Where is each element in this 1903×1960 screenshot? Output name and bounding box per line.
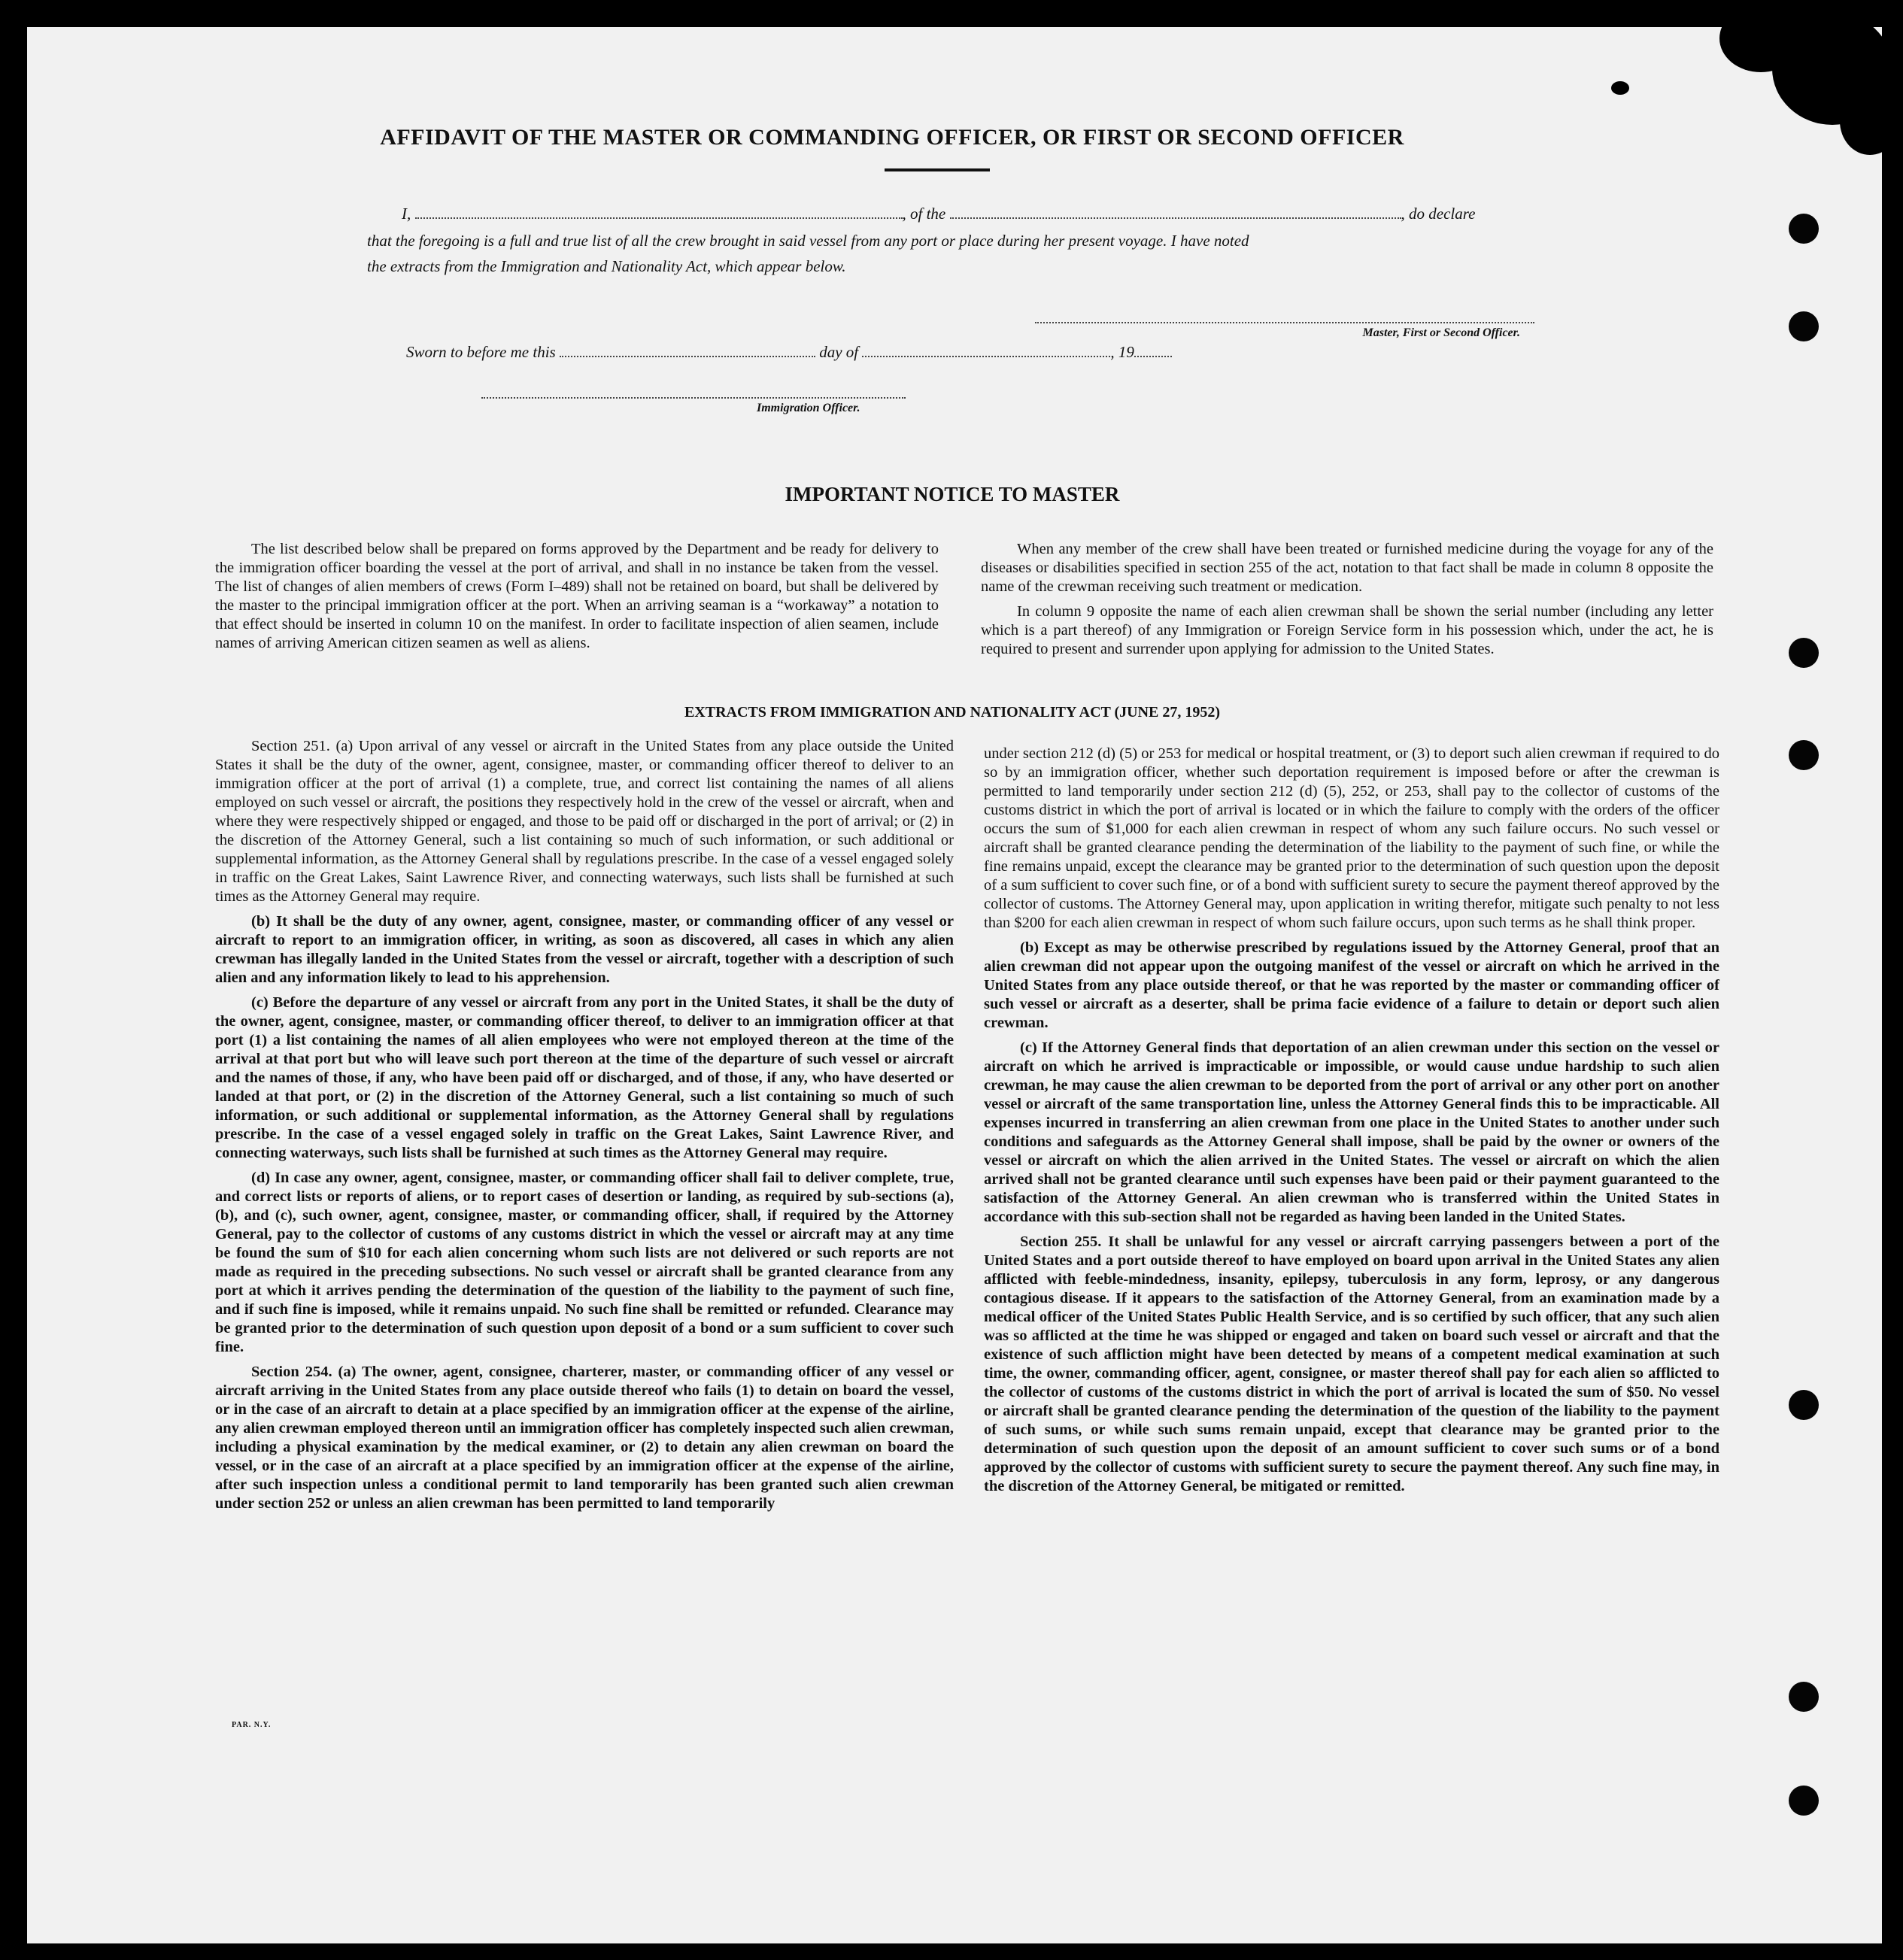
notice-right-paragraph-2: In column 9 opposite the name of each alien crewman shall be shown the serial number (including any letter which is a part thereof) of any Immigration or Foreign Service form in his possession which, under the act, he is required to present and surrender upon applying for admission to the United States. [981, 603, 1713, 657]
affidavit-title: AFFIDAVIT OF THE MASTER OR COMMANDING OFFICER, OR FIRST OR SECOND OFFICER [380, 125, 1404, 150]
statement-line-2: the extracts from the Immigration and Nationality Act, which appear below. [367, 257, 846, 275]
notice-left-paragraph: The list described below shall be prepared on forms approved by the Department and be ready for delivery to the immigration officer boarding the vessel at the port of arrival, and shall in no instance be taken from the vessel. The list of changes of alien members of crews (Form I–489) shall not be retained on board, but shall be delivered by the master to the principal immigration officer at the port. When an arriving seaman is a “workaway” a notation to that effect should be inserted in column 10 on the manifest. In order to facilitate inspection of alien seamen, include names of arriving American citizen seamen as well as aliens. [215, 541, 939, 651]
declare-i: I, [402, 205, 411, 223]
section-251-b: (b) It shall be the duty of any owner, agent, consignee, master, or commanding officer of any vessel or aircraft to report to an immigration officer, in writing, as soon as discovered, all cases in which any alien crewman has illegally landed in the United States from the vessel or aircraft, together with a description of such alien and any information likely to lead to his apprehension. [215, 913, 954, 986]
ink-spot [1611, 81, 1629, 95]
printer-mark: PAR. N.Y. [232, 1721, 272, 1729]
section-251-c: (c) Before the departure of any vessel or aircraft from any port in the United States, it shall be the duty of the owner, agent, consignee, master, or commanding officer thereof, to deliver to an immigration officer at that port (1) a list containing the names of all alien employees who were not employed thereon at the time of the arrival at that port but who will leave such port thereon at the time of the departure of such vessel or aircraft and the names of those, if any, who have been paid off or discharged, and of those, if any, who have deserted or landed at that port, or (2) in the discretion of the Attorney General, such a list containing so much of such information, or such additional or supplemental information, as the Attorney General shall by regulations prescribe. In the case of a vessel engaged solely in traffic on the Great Lakes, Saint Lawrence River, and connecting waterways, such lists shall be furnished at such times as the Attorney General may require. [215, 994, 954, 1161]
declare-end: , do declare [1401, 205, 1476, 223]
section-254-b: (b) Except as may be otherwise prescribed by regulations issued by the Attorney General, proof that an alien crewman did not appear upon the outgoing manifest of the vessel or aircraft on which he arrived in the United States from any place outside thereof, or that he was reported by the master or commanding officer of such vessel or aircraft as a deserter, shall be prima facie evidence of a failure to detain or deport such alien crewman. [984, 939, 1719, 1031]
master-signature-label: Master, First or Second Officer. [1362, 326, 1520, 339]
statement-line-1: that the foregoing is a full and true list of all the crew brought in said vessel from any port or place during her present voyage. I have noted [367, 232, 1249, 250]
binder-hole [1789, 214, 1819, 244]
master-signature-line[interactable] [1035, 322, 1534, 323]
binder-hole [1789, 1682, 1819, 1712]
section-251-a: Section 251. (a) Upon arrival of any vessel or aircraft in the United States from any place outside the United States it shall be the duty of the owner, agent, consignee, master, or commanding officer thereof to deliver to an immigration officer at the port of arrival (1) a complete, true, and correct list containing the names of all aliens employed on such vessel or aircraft, the positions they respectively hold in the crew of the vessel or aircraft, when and where they were respectively shipped or engaged, and those to be paid off or discharged in the port of arrival; or (2) in the discretion of the Attorney General, such a list containing so much of such information, or such additional or supplemental information, as the Attorney General shall by regulations prescribe. In the case of a vessel engaged solely in traffic on the Great Lakes, Saint Lawrence River, and connecting waterways, such lists shall be furnished at such times as the Attorney General may require. [215, 738, 954, 905]
sworn-year-field[interactable] [1134, 345, 1172, 357]
extracts-left-column [215, 737, 954, 1519]
section-254-c: (c) If the Attorney General finds that deportation of an alien crewman under this section on the vessel or aircraft on which he arrived is impracticable or impossible, or would cause undue hardship to such alien crewman, he may cause the alien crewman to be deported from the port of arrival or any other port on another vessel or aircraft of the same transportation line, unless the Attorney General finds this to be impracticable. All expenses incurred in transferring an alien crewman from one place in the United States to another under such conditions and safeguards as the Attorney General shall impose, shall be paid by the owner or owners of the vessel or aircraft on which the alien arrived in the United States. The vessel or aircraft on which the alien arrived shall not be granted clearance until such expenses have been paid or their payment guaranteed to the satisfaction of the Attorney General. An alien crewman who is transferred within the United States in accordance with this sub-section shall not be regarded as having been landed in the United States. [984, 1039, 1719, 1225]
officer-signature-line[interactable] [481, 397, 906, 399]
section-254-a: Section 254. (a) The owner, agent, consignee, charterer, master, or commanding officer of any vessel or aircraft arriving in the United States from any place outside thereof who fails (1) to detain on board the vessel, or in the case of an aircraft to detain at a place specified by an immigration officer at the expense of the airline, any alien crewman employed thereon until an immigration officer has completely inspected such alien crewman, including a physical examination by the medical examiner, or (2) to detain any alien crewman on board the vessel, or in the case of an aircraft at a place specified by an immigration officer at the expense of the airline, after such inspection unless a conditional permit to land temporarily has been granted such alien crewman under section 252 or unless an alien crewman has been permitted to land temporarily [215, 1364, 954, 1512]
name-field[interactable] [415, 207, 903, 219]
section-255: Section 255. It shall be unlawful for any vessel or aircraft carrying passengers between a port of the United States and a port outside thereof to have employed on board upon arrival in the United States any alien afflicted with feeble-mindedness, insanity, epilepsy, tuberculosis in any form, leprosy, or any dangerous contagious disease. If it appears to the satisfaction of the Attorney General, from an examination made by a medical officer of the United States Public Health Service, and is so certified by such officer, that any such alien was so afflicted at the time he was shipped or engaged and taken on board such vessel or aircraft and that the existence of such affliction might have been detected by means of a competent medical examination at such time, the owner, commanding officer, agent, consignee, or master thereof shall pay for each alien so afflicted to the collector of customs of the customs district in which the port of arrival is located the sum of $50. No vessel or aircraft shall be granted clearance pending the determination of the question of the liability to the payment of such sums, or while such sums remain unpaid, except that clearance may be granted prior to the determination of such question upon the deposit of an amount sufficient to cover such sums or of a bond approved by the collector of customs with sufficient surety to secure the payment thereof. Any such fine may, in the discretion of the Attorney General, be mitigated or remitted. [984, 1233, 1719, 1494]
sworn-date-field[interactable] [560, 345, 815, 357]
sworn-year: , 19 [1110, 343, 1134, 361]
section-251-d: (d) In case any owner, agent, consignee, master, or commanding officer shall fail to deliver complete, true, and correct lists or reports of aliens, or to report cases of desertion or landing, as required by sub-sections (a), (b), and (c), such owner, agent, consignee, master, or commanding officer, shall, if required by the Attorney General, pay to the collector of customs of any customs district in which the vessel or aircraft may at any time be found the sum of $10 for each alien concerning whom such lists are not delivered or such reports are not made as required in the preceding subsections. No such vessel or aircraft shall be granted clearance from any port at which it arrives pending the determination of the question of the liability to the payment of such fine, and if such fine is imposed, while it remains unpaid. No such fine shall be remitted or refunded. Clearance may be granted prior to the determination of such question upon deposit of a bond or a sum sufficient to cover such fine. [215, 1170, 954, 1355]
notice-right-paragraph-1: When any member of the crew shall have been treated or furnished medicine during the voyage for any of the diseases or disabilities specified in section 255 of the act, notation to that fact shall be made in column 8 opposite the name of the crewman receiving such treatment or medication. [981, 541, 1713, 595]
notice-title: IMPORTANT NOTICE TO MASTER [785, 483, 1120, 505]
declaration-line [402, 205, 1560, 223]
notice-left-column [215, 540, 939, 659]
binder-hole [1789, 311, 1819, 341]
binder-hole [1789, 1390, 1819, 1420]
declare-of-the: , of the [902, 205, 946, 223]
title-rule [885, 168, 990, 171]
sworn-prefix: Sworn to before me this [406, 343, 556, 361]
sworn-month-field[interactable] [862, 345, 1110, 357]
section-254-a-continued: under section 212 (d) (5) or 253 for medical or hospital treatment, or (3) to deport such alien crewman if required to do so by an immigration officer, whether such deportation requirement is imposed before or after the crewman is permitted to land temporarily under section 212 (d) (5), 252, or 253, shall pay to the collector of customs of the customs district in which the port of arrival is located or in which the failure to comply with the orders of the officer occurs the sum of $1,000 for each alien crewman in respect of whom any such failure occurs. No such vessel or aircraft shall be granted clearance pending the determination of the liability to the payment of such fine, or while the fine remains unpaid, except the clearance may be granted prior to the determination of such question upon the deposit of a sum sufficient to cover such fine, or of a bond with sufficient surety to secure the payment thereof approved by the collector of customs. The Attorney General may, upon application in writing therefor, mitigate such penalty to not less than $200 for each alien crewman in respect of whom such failure occurs, upon such terms as he shall think proper. [984, 745, 1719, 931]
sworn-line [406, 343, 1172, 362]
binder-hole [1789, 740, 1819, 770]
document-page [27, 27, 1882, 1943]
binder-hole [1789, 1786, 1819, 1816]
extracts-title: EXTRACTS FROM IMMIGRATION AND NATIONALITY ACT (JUNE 27, 1952) [684, 704, 1221, 721]
notice-right-column [981, 540, 1713, 665]
binder-hole [1789, 638, 1819, 668]
vessel-field[interactable] [950, 207, 1401, 219]
officer-signature-label: Immigration Officer. [757, 402, 860, 414]
extracts-right-column [984, 745, 1719, 1502]
sworn-day-of: day of [819, 343, 859, 361]
